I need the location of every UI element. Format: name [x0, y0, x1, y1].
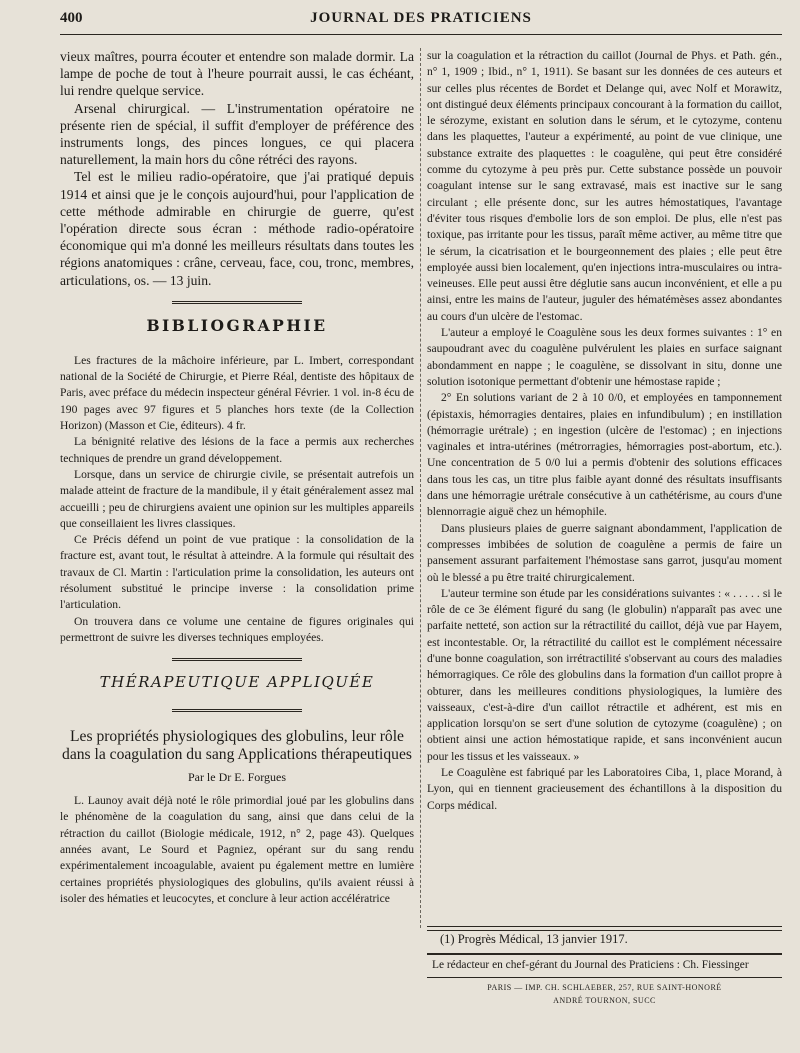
- footnote: (1) Progrès Médical, 13 janvier 1917.: [440, 932, 628, 946]
- article-byline: Par le Dr E. Forgues: [187, 770, 287, 785]
- section-divider: [172, 301, 302, 304]
- running-head: [60, 8, 782, 35]
- paragraph: L'auteur termine son étude par les considérations suivantes : « . . . . . si le rôle de ce 3e élément figuré du sang (le globulin) n'apparaît pas avec une parfaite netteté, son action sur la rétractilité du caillot, déjà vue par Hayem, est incontestable. Or, la rétractilité du caillot est le complément nécessaire d'une bonne coagulation, son irrétractilité s'observant au cours des maladies hémorragiques. Ce rôle des globulins dans la formation d'un caillot propre à obturer, dans les meilleures conditions physiologiques, la lumière des vaisseaux, c'est-à-dire d'un caillot rétractile et adhérent, est mis en application lorsqu'on se sert d'une solution de cytozyme (coagulène) ; on obtient ainsi une action hémostatique rapide, et sans inconvénient aucun pour les tissus et les vaisseaux. »: [427, 586, 782, 763]
- paragraph: Tel est le milieu radio-opératoire, que j'ai pratiqué depuis 1914 et ainsi que je le conçois aujourd'hui, pour l'application de cette méthode admirable en chirurgie de guerre, qu'est l'opération directe sous écran : méthode radio-opératoire économique qui m'a donné les meilleurs résultats dans toutes les régions anatomiques : crâne, cerveau, face, cou, tronc, membres, articulations, os. — 13 juin.: [60, 169, 414, 288]
- paragraph: 2° En solutions variant de 2 à 10 0/0, et employées en tamponnement (épistaxis, hémorragies dentaires, plaies en infundibulum) ; en instillation (hémorragie urétrale) ; en ingestion (ulcère de l'estomac) ; en injections vaginales et intra-utérines (métrorragies, hémorragies post-abortum, etc.). Une concentration de 5 0/0 lui a permis d'obtenir des solutions efficaces dans tous les cas, un titre plus faible ayant donné des résultats insuffisants dans une hémorragie urétrale consécutive à un cathétérisme, au cours d'une blennorragie aiguë chez un hémophile.: [427, 391, 782, 519]
- bibliography-entry: Les fractures de la mâchoire inférieure, par L. Imbert, correspondant national de la Société de Chirurgie, et Pierre Réal, dentiste des hôpitaux de Paris, avec préface du médecin inspecteur général Février. 1 vol. in-8 écu de 190 pages avec 97 figures et 5 planches hors texte (de la Collection Horizon) (Masson et Cie, éditeurs). 4 fr.: [60, 353, 414, 433]
- section-divider: [172, 658, 302, 661]
- paragraph: Lorsque, dans un service de chirurgie civile, se présentait autrefois un malade atteint de fracture de la mandibule, il y était généralement assez mal accueilli ; peu de chirurgiens avaient une opinion sur les multiples appareils que conseillaient les livres classiques.: [60, 467, 414, 530]
- right-column: [427, 48, 782, 814]
- paragraph: L. Launoy avait déjà noté le rôle primordial joué par les globulins dans le phénomène de la coagulation du sang, ainsi que dans celui de la rétraction du caillot (Biologie médicale, 1912, n° 2, page 43). Quelques années avant, Le Sourd et Pagniez, opérant sur du sang rendu expérimentalement incoagulable, avaient pu également mettre en lumière certaines propriétés physiologiques des globulins, qu'ils avaient réussi à isoler des hématies et leucocytes, et conclure à leur action accélératrice: [60, 794, 414, 905]
- article-title: Les propriétés physiologiques des globulins, leur rôle dans la coagulation du sang Applications thérapeutiques: [62, 728, 412, 764]
- paragraph: Dans plusieurs plaies de guerre saignant abondamment, l'application de compresses imbibées de solution de coagulène a permis de faire un pansement assurant parfaitement l'hémostase sans garrot, jusqu'au moment où le blessé a pu être traité chirurgicalement.: [427, 521, 782, 584]
- therapeutics-heading: THÉRAPEUTIQUE APPLIQUÉE: [99, 673, 375, 692]
- imprint-line: ANDRÉ TOURNON, SUCC: [553, 996, 656, 1005]
- paragraph: Arsenal chirurgical. — L'instrumentation opératoire ne présente rien de spécial, il suffit d'employer de préférence des instruments longs, des pinces longues, ce qui placera naturellement, la main hors du cône rétréci des rayons.: [60, 100, 414, 168]
- paragraph: On trouvera dans ce volume une centaine de figures originales qui permettront de suivre les diverses techniques employées.: [60, 614, 414, 644]
- paragraph: Ce Précis défend un point de vue pratique : la consolidation de la fracture est, avant tout, le résultat à atteindre. A la formule qui résultait des travaux de Cl. Martin : l'articulation prime la consolidation, les auteurs ont résolument substitué le principe inverse : la consolidation prime l'articulation.: [60, 533, 414, 612]
- editor-line: Le rédacteur en chef-gérant du Journal des Praticiens : Ch. Fiessinger: [432, 959, 749, 971]
- paragraph: sur la coagulation et la rétraction du caillot (Journal de Phys. et Path. gén., n° 1, 1909 ; Ibid., n° 1, 1911). Se basant sur les données de ces auteurs et sur celles plus récentes de Bordet et Delange qui, avec Nolf et Morawitz, ont distingué deux éléments principaux concourant à la formation du caillot, le sérozyme, existant en solution dans le sérum, et le cytozyme, contenu dans les plaquettes, l'auteur a expérimenté, au point de vue clinique, une substance extraite des plaquettes : le coagulène, qui peut être considéré comme du cytozyme à peu près pur. Cette substance possède un pouvoir coagulant intense sur le sang extravasé, mais est inactive sur le sang circulant ; elle présente donc, sur les autres hémostatiques, l'avantage d'éviter tous risques d'embolie lors de son emploi. De plus, elle n'est pas toxique, pas irritante pour les tissus, paraît même activer, au même titre que le sérum, la cicatrisation et le bourgeonnement des plaies ; elle peut être employée aussi bien localement, qu'en injections intra-musculaires ou intra-veineuses. Elle peut aussi être déglutie sans aucun inconvénient, et elle a pu ainsi, entre les mains de l'auteur, juguler des hématémèses assez abondantes au cours d'un ulcère de l'estomac.: [427, 49, 782, 323]
- left-column: [60, 48, 414, 907]
- editor-rule: [427, 977, 782, 978]
- column-divider: [420, 48, 421, 928]
- editor-rule: [427, 953, 782, 955]
- paragraph: La bénignité relative des lésions de la face a permis aux recherches techniques de prendre un grand développement.: [60, 435, 414, 465]
- bibliography-heading: BIBLIOGRAPHIE: [146, 315, 328, 335]
- footnote-rule: [427, 930, 782, 931]
- page-number: 400: [60, 10, 83, 26]
- imprint-line: PARIS — IMP. CH. SCHLAEBER, 257, RUE SAINT-HONORÉ: [487, 983, 722, 992]
- section-divider: [172, 709, 302, 712]
- journal-title: JOURNAL DES PRATICIENS: [310, 10, 532, 26]
- paragraph: vieux maîtres, pourra écouter et entendre son malade dormir. La lampe de poche de tout à l'heure pourrait aussi, le cas échéant, lui rendre quelque service.: [60, 49, 414, 99]
- paragraph: Le Coagulène est fabriqué par les Laboratoires Ciba, 1, place Morand, à Lyon, qui en tiennent gracieusement des échantillons à la disposition du Corps médical.: [427, 766, 782, 812]
- paragraph: L'auteur a employé le Coagulène sous les deux formes suivantes : 1° en saupoudrant avec du coagulène pulvérulent les plaies en surface saignant abondamment en nappe ; le coagulène, se dissolvant in situ, donne une solution isotonique permettant d'obtenir une hémostase rapide ;: [427, 326, 782, 388]
- footnote-rule: [427, 926, 782, 927]
